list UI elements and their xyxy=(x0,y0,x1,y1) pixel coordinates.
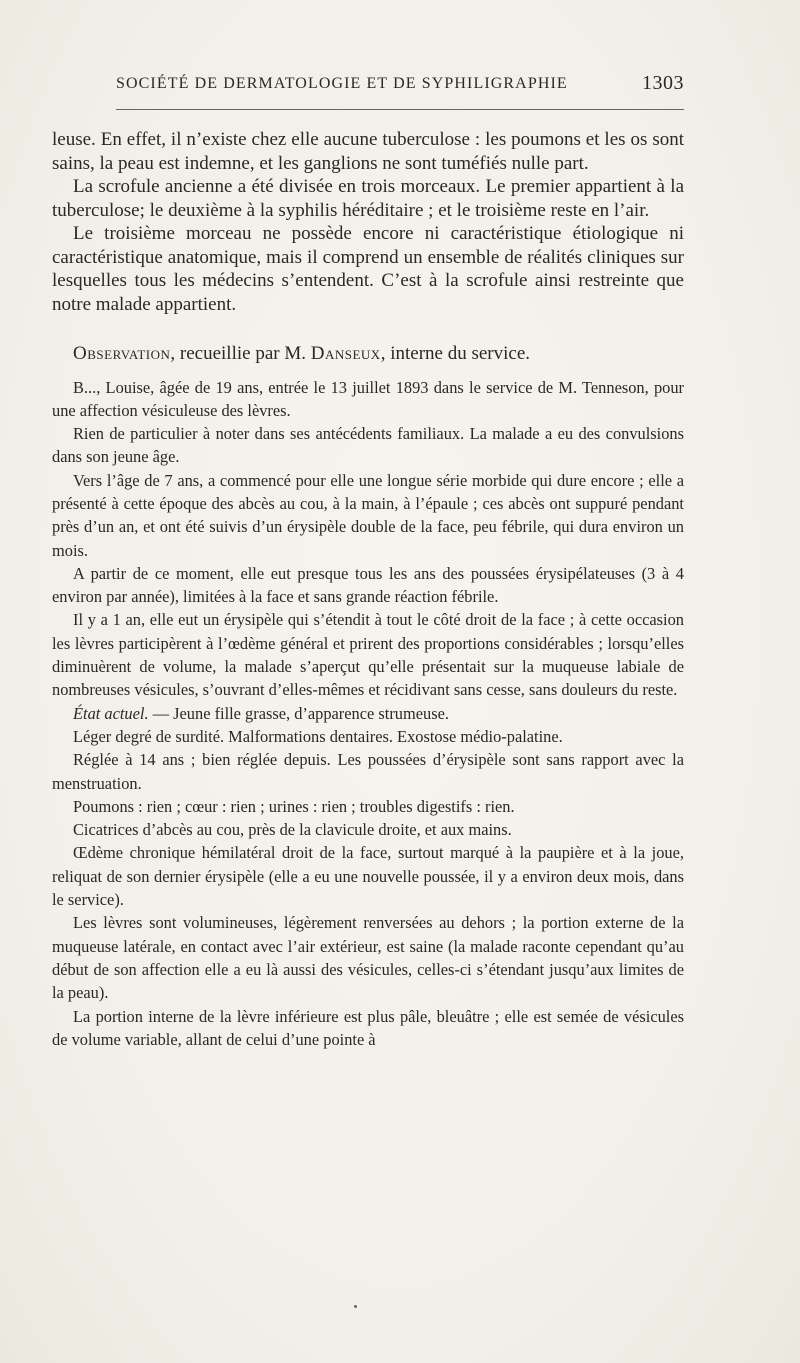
observation-middle: , recueillie par M. xyxy=(170,343,311,364)
case-paragraph: Poumons : rien ; cœur : rien ; urines : rien ; troubles digestifs : rien. xyxy=(73,796,515,816)
case-report xyxy=(52,376,684,1052)
observation-label: Observation xyxy=(73,343,171,364)
case-paragraph: Les lèvres sont volumineuses, légèrement renversées au dehors ; la portion externe de la muqueuse latérale, en contact avec l’air extérieur, est saine (la malade raconte cependant qu’au début de son affection elle a eu là aussi des vésicules, celles-ci s’étendant jusqu’aux limites de la peau). xyxy=(52,913,684,1003)
etat-actuel-text: — Jeune fille grasse, d’apparence strumeuse. xyxy=(148,703,449,723)
case-paragraph: Vers l’âge de 7 ans, a commencé pour elle une longue série morbide qui dure encore ; elle a présenté à cette époque des abcès au cou, à la main, à l’épaule ; ces abcès ont suppuré pendant près d’un an, et ont été suivis d’un érysipèle double de la face, peu fébrile, qui dura environ un mois. xyxy=(52,470,684,560)
page-number: 1303 xyxy=(642,72,684,94)
case-paragraph: Cicatrices d’abcès au cou, près de la clavicule droite, et aux mains. xyxy=(73,820,512,840)
page-text xyxy=(52,128,684,1051)
body-paragraph: leuse. En effet, il n’existe chez elle aucune tuberculose : les poumons et les os sont sains, la peau est indemne, et les ganglions ne sont tuméfiés nulle part. xyxy=(52,129,684,174)
header-rule xyxy=(116,109,684,110)
case-paragraph: Réglée à 14 ans ; bien réglée depuis. Les poussées d’érysipèle sont sans rapport avec la menstruation. xyxy=(52,750,684,793)
observation-suffix: , interne du service. xyxy=(380,343,531,364)
case-paragraph: Œdème chronique hémilatéral droit de la face, surtout marqué à la paupière et à la joue, reliquat de son dernier érysipèle (elle a eu une nouvelle poussée, il y a environ deux mois, dans le service). xyxy=(52,843,684,910)
paper-speck xyxy=(354,1305,357,1308)
observation-heading xyxy=(52,342,684,366)
case-paragraph: A partir de ce moment, elle eut presque tous les ans des poussées érysipélateuses (3 à 4 environ par année), limitées à la face et sans grande réaction fébrile. xyxy=(52,563,684,607)
case-paragraph: Il y a 1 an, elle eut un érysipèle qui s’étendit à tout le côté droit de la face ; à cette occasion les lèvres participèrent à l’œdème général et prirent des proportions considérables ; lorsqu’elles diminuèrent de volume, la malade s’aperçut qu’elle présentait sur la muqueuse labiale de nombreuses vésicules, s’ouvrant d’elles-mêmes et récidivant sans cesse, sans douleurs du reste. xyxy=(52,610,684,700)
page-header xyxy=(116,72,684,99)
case-paragraph: Rien de particulier à noter dans ses antécédents familiaux. La malade a eu des convulsions dans son jeune âge. xyxy=(52,424,684,467)
case-paragraph: La portion interne de la lèvre inférieure est plus pâle, bleuâtre ; elle est semée de vésicules de volume variable, allant de celui d’une pointe à xyxy=(52,1006,684,1049)
etat-actuel-paragraph xyxy=(52,702,684,725)
running-head: SOCIÉTÉ DE DERMATOLOGIE ET DE SYPHILIGRAPHIE xyxy=(116,75,568,92)
etat-actuel-label: État actuel. xyxy=(73,703,149,723)
case-paragraph: Léger degré de surdité. Malformations dentaires. Exostose médio-palatine. xyxy=(73,726,563,746)
body-paragraph: La scrofule ancienne a été divisée en trois morceaux. Le premier appartient à la tuberculose; le deuxième à la syphilis héréditaire ; et le troisième reste en l’air. xyxy=(52,176,684,221)
case-paragraph: B..., Louise, âgée de 19 ans, entrée le 13 juillet 1893 dans le service de M. Tenneson, pour une affection vésiculeuse des lèvres. xyxy=(52,377,684,420)
observation-author: Danseux xyxy=(310,343,381,364)
body-paragraph: Le troisième morceau ne possède encore ni caractéristique étiologique ni caractéristique anatomique, mais il comprend un ensemble de réalités cliniques sur lesquelles tous les médecins s’entendent. C’est à la scrofule ainsi restreinte que notre malade appartient. xyxy=(52,223,684,315)
